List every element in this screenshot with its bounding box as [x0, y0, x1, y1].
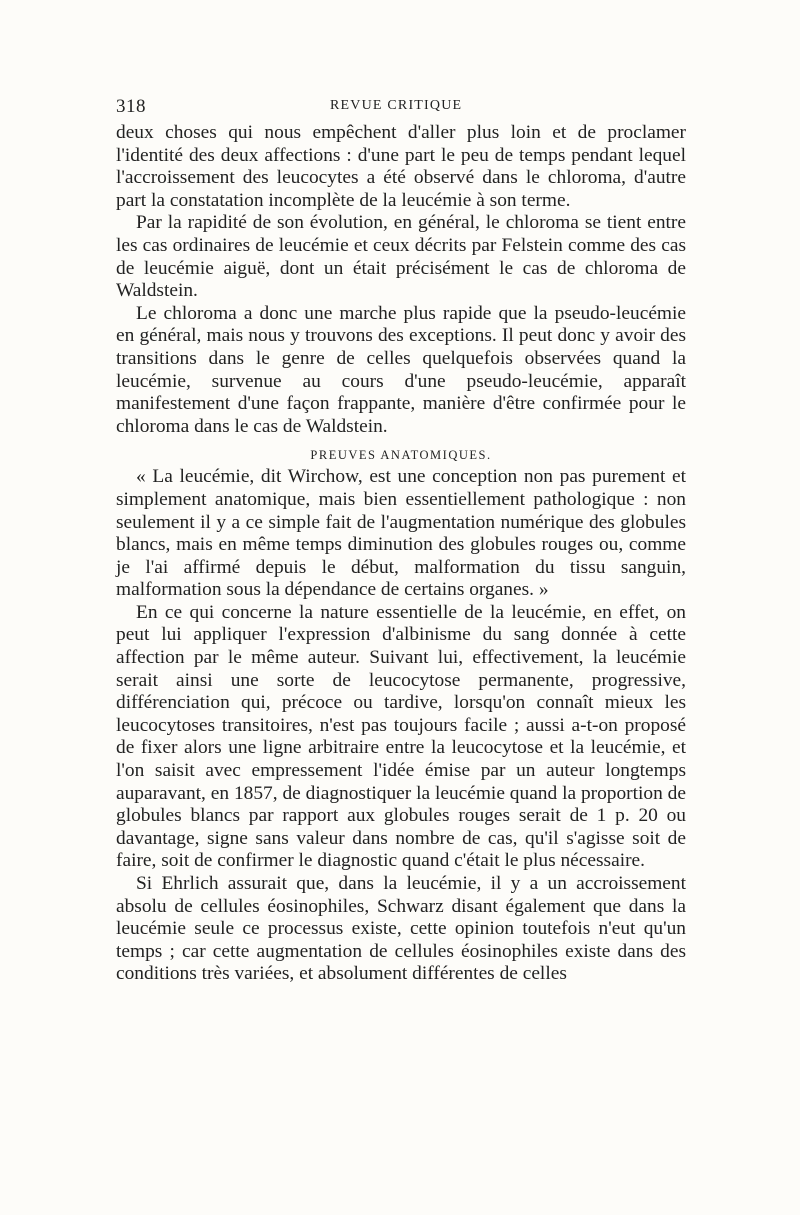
paragraph-5: En ce qui concerne la nature essentielle de la leucémie, en effet, on peut lui appliquer l'expression d'albinisme du sang donnée à cette affection par le même auteur. Suivant lui, effectivement, la leucémie serait ainsi une sorte de leucocytose permanente, progressive, différenciation qui, précoce ou tardive, lorsqu'on connaît mieux les leucocytoses transitoires, n'est pas toujours facile ; aussi a-t-on proposé de fixer alors une ligne arbitraire entre la leucocytose et la leucémie, et l'on saisit avec empressement l'idée émise par un auteur longtemps auparavant, en 1857, de diagnostiquer la leucémie quand la proportion de globules blancs par rapport aux globules rouges serait de 1 p. 20 ou davantage, signe sans valeur dans nombre de cas, qu'il s'agisse soit de faire, soit de confirmer le diagnostic quand c'était le plus nécessaire.	[116, 601, 686, 872]
page-number: 318	[116, 96, 146, 117]
paragraph-1: deux choses qui nous empêchent d'aller plus loin et de proclamer l'identité des deux affections : d'une part le peu de temps pendant lequel l'accroissement des leucocytes a été observé dans le chloroma, d'autre part la constatation incomplète de la leucémie à son terme.	[116, 122, 686, 211]
running-title: REVUE CRITIQUE	[330, 98, 463, 113]
paragraph-6: Si Ehrlich assurait que, dans la leucémie, il y a un accroissement absolu de cellules éosinophiles, Schwarz disant également que dans la leucémie seule ce processus existe, cette opinion toutefois n'eut qu'un temps ; car cette augmentation de cellules éosinophiles existe dans des conditions très variées, et absolument différentes de celles	[116, 873, 686, 985]
paragraph-quote: « La leucémie, dit Wirchow, est une conception non pas purement et simplement anatomique, mais bien essentiellement pathologique : non seulement il y a ce simple fait de l'augmentation numérique des globules blancs, mais en même temps diminution des globules rouges ou, comme je l'ai affirmé depuis le début, malformation du tissu sanguin, malformation sous la dépendance de certains organes. »	[116, 466, 686, 601]
paragraph-3: Le chloroma a donc une marche plus rapide que la pseudo-leucémie en général, mais nous y trouvons des exceptions. Il peut donc y avoir des transitions dans le genre de celles quelquefois observées quand la leucémie, survenue au cours d'une pseudo-leucémie, apparaît manifestement d'une façon frappante, manière d'être confirmée pour le chloroma dans le cas de Waldstein.	[116, 302, 686, 437]
paragraph-2: Par la rapidité de son évolution, en général, le chloroma se tient entre les cas ordinaires de leucémie et ceux décrits par Felstein comme des cas de leucémie aiguë, dont un était précisément le cas de chloroma de Waldstein.	[116, 212, 686, 302]
page-header	[116, 96, 686, 122]
body-text	[116, 122, 686, 986]
section-heading: PREUVES ANATOMIQUES.	[310, 448, 492, 463]
